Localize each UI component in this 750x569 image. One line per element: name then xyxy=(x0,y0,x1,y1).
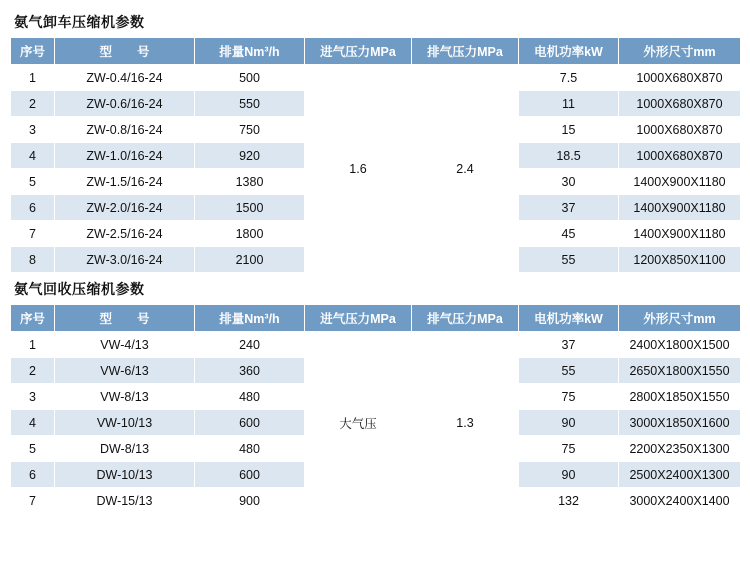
cell-model: ZW-2.5/16-24 xyxy=(55,221,195,247)
cell-index: 2 xyxy=(11,91,55,117)
cell-index: 3 xyxy=(11,384,55,410)
section-title-recovery: 氨气回收压缩机参数 xyxy=(14,281,145,297)
cell-model: VW-8/13 xyxy=(55,384,195,410)
col-header-dimensions: 外形尺寸mm xyxy=(619,38,741,65)
cell-model: ZW-1.0/16-24 xyxy=(55,143,195,169)
cell-index: 4 xyxy=(11,410,55,436)
cell-outlet-pressure-merged: 2.4 xyxy=(412,65,519,273)
cell-displacement: 550 xyxy=(195,91,305,117)
section-unloading-compressor xyxy=(10,12,740,273)
cell-displacement: 480 xyxy=(195,436,305,462)
cell-motor-power: 30 xyxy=(519,169,619,195)
table-unloading-compressor xyxy=(10,37,741,273)
cell-model: DW-15/13 xyxy=(55,488,195,514)
cell-dimensions: 3000X2400X1400 xyxy=(619,488,741,514)
cell-motor-power: 55 xyxy=(519,247,619,273)
cell-dimensions: 2800X1850X1550 xyxy=(619,384,741,410)
cell-index: 3 xyxy=(11,117,55,143)
cell-dimensions: 1200X850X1100 xyxy=(619,247,741,273)
col-header-outlet-pressure: 排气压力MPa xyxy=(412,38,519,65)
cell-displacement: 360 xyxy=(195,358,305,384)
cell-index: 6 xyxy=(11,462,55,488)
section-recovery-compressor xyxy=(10,279,740,514)
cell-model: VW-4/13 xyxy=(55,332,195,358)
cell-displacement: 900 xyxy=(195,488,305,514)
cell-motor-power: 55 xyxy=(519,358,619,384)
cell-index: 8 xyxy=(11,247,55,273)
cell-motor-power: 132 xyxy=(519,488,619,514)
cell-dimensions: 2200X2350X1300 xyxy=(619,436,741,462)
col-header-model: 型 号 xyxy=(55,305,195,332)
cell-inlet-pressure-merged: 大气压 xyxy=(305,332,412,514)
cell-displacement: 1800 xyxy=(195,221,305,247)
cell-model: VW-6/13 xyxy=(55,358,195,384)
cell-index: 1 xyxy=(11,65,55,91)
cell-dimensions: 3000X1850X1600 xyxy=(619,410,741,436)
cell-dimensions: 1000X680X870 xyxy=(619,91,741,117)
col-header-model: 型 号 xyxy=(55,38,195,65)
cell-index: 4 xyxy=(11,143,55,169)
cell-dimensions: 1000X680X870 xyxy=(619,117,741,143)
table-recovery-compressor xyxy=(10,304,741,514)
cell-motor-power: 37 xyxy=(519,195,619,221)
col-header-motor-power: 电机功率kW xyxy=(519,38,619,65)
col-header-inlet-pressure: 进气压力MPa xyxy=(305,305,412,332)
cell-motor-power: 90 xyxy=(519,410,619,436)
col-header-outlet-pressure: 排气压力MPa xyxy=(412,305,519,332)
cell-dimensions: 1400X900X1180 xyxy=(619,195,741,221)
cell-model: ZW-2.0/16-24 xyxy=(55,195,195,221)
cell-model: ZW-0.4/16-24 xyxy=(55,65,195,91)
table-header-row-unloading xyxy=(11,38,741,65)
cell-motor-power: 90 xyxy=(519,462,619,488)
cell-displacement: 1380 xyxy=(195,169,305,195)
col-header-index: 序号 xyxy=(11,38,55,65)
cell-dimensions: 1400X900X1180 xyxy=(619,169,741,195)
cell-dimensions: 2400X1800X1500 xyxy=(619,332,741,358)
cell-displacement: 600 xyxy=(195,462,305,488)
section-title-unloading: 氨气卸车压缩机参数 xyxy=(14,14,145,30)
cell-index: 1 xyxy=(11,332,55,358)
cell-motor-power: 37 xyxy=(519,332,619,358)
cell-outlet-pressure-merged: 1.3 xyxy=(412,332,519,514)
cell-model: VW-10/13 xyxy=(55,410,195,436)
cell-model: DW-8/13 xyxy=(55,436,195,462)
cell-motor-power: 75 xyxy=(519,384,619,410)
cell-dimensions: 1400X900X1180 xyxy=(619,221,741,247)
col-header-displacement: 排量Nm³/h xyxy=(195,305,305,332)
col-header-index: 序号 xyxy=(11,305,55,332)
col-header-inlet-pressure: 进气压力MPa xyxy=(305,38,412,65)
cell-index: 5 xyxy=(11,436,55,462)
cell-dimensions: 1000X680X870 xyxy=(619,143,741,169)
table-row xyxy=(11,332,741,358)
cell-inlet-pressure-merged: 1.6 xyxy=(305,65,412,273)
cell-index: 7 xyxy=(11,488,55,514)
cell-displacement: 2100 xyxy=(195,247,305,273)
cell-displacement: 600 xyxy=(195,410,305,436)
table-header-row-recovery xyxy=(11,305,741,332)
cell-motor-power: 45 xyxy=(519,221,619,247)
table-row xyxy=(11,65,741,91)
cell-dimensions: 2500X2400X1300 xyxy=(619,462,741,488)
cell-motor-power: 75 xyxy=(519,436,619,462)
cell-model: ZW-0.6/16-24 xyxy=(55,91,195,117)
cell-displacement: 1500 xyxy=(195,195,305,221)
cell-displacement: 480 xyxy=(195,384,305,410)
cell-displacement: 920 xyxy=(195,143,305,169)
cell-model: ZW-1.5/16-24 xyxy=(55,169,195,195)
cell-model: ZW-3.0/16-24 xyxy=(55,247,195,273)
cell-index: 7 xyxy=(11,221,55,247)
col-header-motor-power: 电机功率kW xyxy=(519,305,619,332)
col-header-displacement: 排量Nm³/h xyxy=(195,38,305,65)
cell-model: ZW-0.8/16-24 xyxy=(55,117,195,143)
cell-dimensions: 1000X680X870 xyxy=(619,65,741,91)
cell-displacement: 240 xyxy=(195,332,305,358)
cell-motor-power: 11 xyxy=(519,91,619,117)
cell-index: 6 xyxy=(11,195,55,221)
col-header-dimensions: 外形尺寸mm xyxy=(619,305,741,332)
cell-displacement: 750 xyxy=(195,117,305,143)
cell-model: DW-10/13 xyxy=(55,462,195,488)
cell-motor-power: 15 xyxy=(519,117,619,143)
cell-index: 2 xyxy=(11,358,55,384)
cell-motor-power: 7.5 xyxy=(519,65,619,91)
cell-displacement: 500 xyxy=(195,65,305,91)
cell-dimensions: 2650X1800X1550 xyxy=(619,358,741,384)
cell-index: 5 xyxy=(11,169,55,195)
cell-motor-power: 18.5 xyxy=(519,143,619,169)
